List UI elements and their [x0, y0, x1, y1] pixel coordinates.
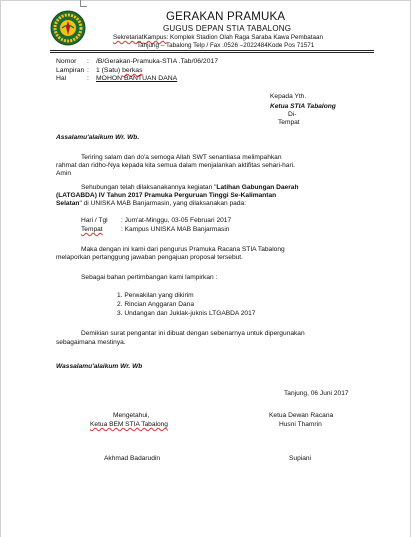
para2-line-3-rest: " di UNISKA MAB Banjarmasin, yang dilaksanakan pada: — [79, 200, 247, 207]
letterhead-rule-bottom — [50, 52, 374, 53]
signature-place-date: Tanjung, 06 Juni 2017 — [284, 390, 349, 397]
hal-value: MOHON BANTUAN DANA — [96, 75, 178, 82]
signature-right-line-1: Ketua Dewan Racana — [269, 412, 334, 419]
nomor-label: Nomor — [56, 58, 77, 65]
para5-line-1: Demikian surat pengantar ini dibuat dengan sebenarnya untuk dipergunakan — [81, 330, 305, 337]
para4: Sebagai bahan pertimbangan kami lampirkan : — [81, 274, 218, 281]
recipient-line-4: Tempat — [278, 119, 300, 126]
margin-corner-marker — [80, 0, 87, 7]
hal-label: Hal — [56, 75, 67, 82]
para2-line-1-pre: Sehubungan telah dilaksanakannya kegiatan " — [81, 184, 217, 191]
signature-left-line-2 — [90, 421, 168, 430]
letterhead-rule-top — [50, 50, 374, 51]
greeting: Assalamu'alaikum Wr. Wb. — [56, 134, 140, 141]
address-line-2: Tanjung – Tabalong Telp / Fax .0526 –2022484Kode Pos 71571 — [137, 42, 315, 49]
para1-line-2: rahmat dan ridho-Nya kepada kita semua dalam menjalankan aktifitas sehari-hari. — [56, 162, 295, 169]
lampiran-label: Lampiran — [56, 67, 85, 74]
lampiran-count: 1 (Satu) — [96, 67, 121, 74]
place-value: : Kampus UNISKA MAB Banjarmasin — [121, 226, 230, 233]
recipient-line-1: Kepada Yth. — [270, 93, 307, 100]
signature-left-ketua: Ketua BEM STIA Tabalong — [90, 421, 168, 428]
signature-right-name: Supiani — [289, 455, 311, 462]
address-line-1 — [113, 34, 323, 41]
date-value: : Jum'at-Minggu, 03-05 Februari 2017 — [121, 217, 232, 224]
page-border-left — [0, 0, 1, 537]
para2-line-3-bold: Selatan — [56, 200, 80, 207]
lampiran-unit: berkas — [122, 67, 143, 74]
nomor-colon: : — [87, 58, 89, 65]
attachment-item: 1. Perwakilan yang dikirim — [117, 292, 194, 299]
address-line-1-rest: : Komplek Stadion Olah Raga Saraba Kawa Pembataan — [166, 34, 324, 41]
para2-line-3 — [56, 200, 246, 209]
unit-name-heading: GUGUS DEPAN STIA TABALONG — [163, 24, 292, 33]
para1-line-1: Teriring salam dan do'a semoga Allah SWT senantiasa melimpahkan — [81, 154, 282, 161]
recipient-line-3: Di- — [288, 111, 297, 118]
address-label: Sekretariat — [113, 34, 144, 41]
attachment-item: 2. Rincian Anggaran Dana — [117, 301, 194, 308]
para3-line-2: melaporkan pertanggung jawaban pengajuan proposal tersebut. — [56, 254, 243, 261]
date-label: Hari / Tgl — [81, 217, 108, 224]
org-name-heading: GERAKAN PRAMUKA — [166, 11, 286, 23]
recipient-line-2: Ketua STIA Tabalong — [270, 103, 336, 110]
organization-logo-icon — [50, 10, 86, 46]
signature-right-line-2: Husni Thamrin — [279, 421, 322, 428]
lampiran-value — [96, 67, 142, 74]
signature-left-line-1: Mengetahui, — [113, 412, 150, 419]
para2-line-1-bold: Latihan Gabungan Daerah — [216, 184, 299, 191]
signature-left-name: Akhmad Badarudin — [104, 455, 161, 462]
place-label: Tempat — [81, 226, 103, 233]
para2-line-2: (LATGABDA) IV Tahun 2017 Pramuka Perguruan Tinggi Se-Kalimantan — [56, 192, 277, 199]
page-border-top — [0, 0, 411, 1]
address-word-kampus: Kampus — [143, 34, 167, 41]
para1-line-3: Amin — [56, 170, 72, 177]
attachment-item: 3. Undangan dan Juklak-juknis LTGABDA 2017 — [117, 310, 256, 317]
nomor-value: /B/Gerakan-Pramuka-STIA .Tab/06/2017 — [96, 58, 219, 65]
para3-line-1: Maka dengan ini kami dari pengurus Pramuka Racana STIA Tabalong — [81, 246, 285, 253]
para5-line-2: sebagaimana mestinya. — [56, 339, 126, 346]
hal-colon: : — [87, 75, 89, 82]
closing: Wassalamu'alaikum Wr. Wb — [56, 363, 143, 370]
lampiran-colon: : — [87, 67, 89, 74]
